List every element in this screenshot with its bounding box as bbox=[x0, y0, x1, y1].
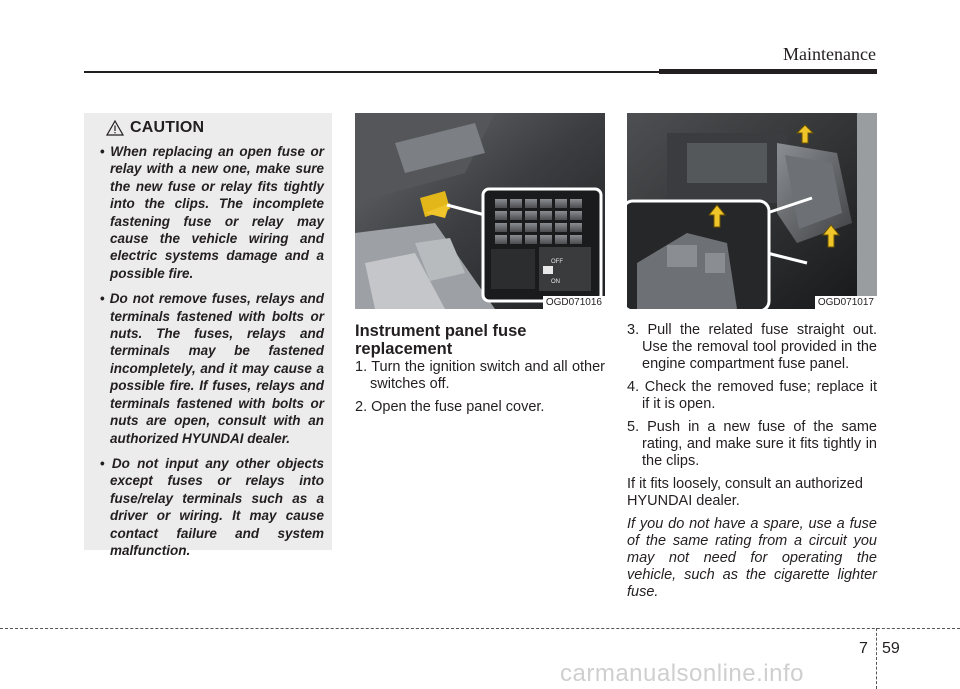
caution-heading bbox=[106, 119, 324, 137]
steps-right bbox=[627, 322, 877, 601]
spare-fuse-note: If you do not have a spare, use a fuse of the same rating from a circuit you may not need for operating the vehicle, such as the cigarette lighter fuse. bbox=[627, 516, 877, 600]
fuse-panel-photo bbox=[355, 113, 605, 309]
figure-code: OGD071016 bbox=[543, 296, 605, 309]
footer-rule bbox=[0, 628, 960, 629]
engine-fuse-box-photo bbox=[627, 113, 877, 309]
header-rule bbox=[84, 71, 659, 73]
header-rule-accent bbox=[659, 69, 877, 74]
caution-item: • When replacing an open fuse or relay with a new one, make sure the new fuse or relay fits tightly into the clips. The incomplete fastening fuse or relay may cause the vehicle wiring and electric systems damage and a possible fire. bbox=[100, 143, 324, 282]
engine-compartment-illustration bbox=[627, 113, 877, 309]
step-item: 5. Push in a new fuse of the same rating, and make sure it fits tightly in the clips. bbox=[627, 419, 877, 469]
section-header-title: Maintenance bbox=[783, 44, 876, 64]
switch-on-label: ON bbox=[551, 279, 560, 285]
site-watermark: carmanualsonline.info bbox=[560, 660, 804, 687]
caution-title: CAUTION bbox=[130, 119, 205, 136]
warning-triangle-icon bbox=[106, 120, 124, 136]
section-title: Instrument panel fuse replacement bbox=[355, 322, 527, 358]
steps-left bbox=[355, 359, 605, 416]
page-number: 59 bbox=[882, 640, 900, 657]
figure-code: OGD071017 bbox=[815, 296, 877, 309]
caution-item: • Do not remove fuses, relays and terminals fastened with bolts or nuts. The fuses, relays and terminals may be fastened incompletely, and it may cause a possible fire. If fuses, relays and terminals fastened with bolts or nuts are open, consult with an authorized HYUNDAI dealer. bbox=[100, 290, 324, 447]
step-item: 4. Check the removed fuse; replace it if it is open. bbox=[627, 379, 877, 412]
caution-item: • Do not input any other objects except fuses or relays into fuse/relay terminals such as a driver or wiring. It may cause contact failure and system malfunction. bbox=[100, 455, 324, 559]
step-item: 3. Pull the related fuse straight out. Use the removal tool provided in the engine compartment fuse panel. bbox=[627, 322, 877, 372]
fuse-panel-illustration bbox=[355, 113, 605, 309]
chapter-number: 7 bbox=[859, 640, 868, 657]
footer-divider bbox=[876, 628, 877, 689]
after-text: If it fits loosely, consult an authorized HYUNDAI dealer. bbox=[627, 476, 863, 509]
caution-box bbox=[84, 113, 332, 558]
step-item: 2. Open the fuse panel cover. bbox=[355, 399, 545, 415]
switch-off-label: OFF bbox=[551, 259, 563, 265]
step-item: 1. Turn the ignition switch and all other switches off. bbox=[355, 359, 605, 392]
caution-list bbox=[100, 143, 324, 559]
